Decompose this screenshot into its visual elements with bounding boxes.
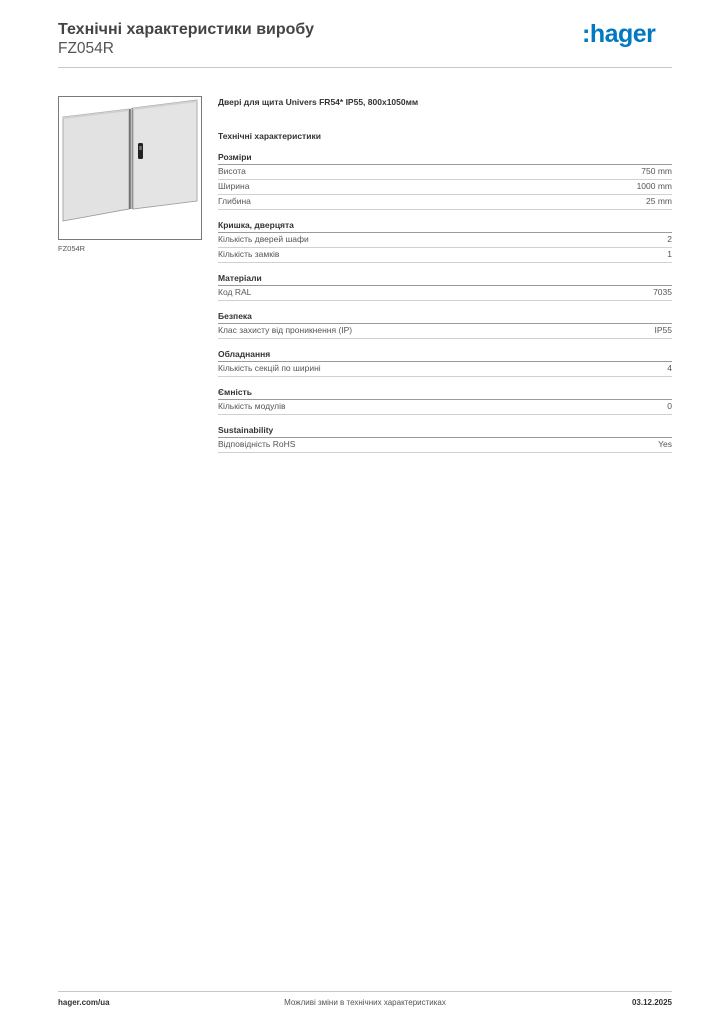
spec-value: 4 [667,363,672,373]
page-title: Технічні характеристики виробу [58,21,314,38]
footer-divider [58,991,672,992]
spec-label: Кількість дверей шафи [218,234,309,244]
spec-group [218,272,672,301]
spec-row [218,248,672,263]
spec-label: Відповідність RoHS [218,439,296,449]
spec-group-title: Sustainability [218,424,672,438]
spec-row [218,195,672,210]
spec-row [218,324,672,339]
product-image [58,96,202,240]
spec-value: 750 mm [641,166,672,176]
spec-row [218,286,672,301]
spec-value: 7035 [653,287,672,297]
spec-row [218,400,672,415]
page-header [58,20,672,58]
footer-disclaimer: Можливі зміни в технічних характеристиках [284,998,446,1007]
header-divider [58,67,672,68]
spec-group [218,151,672,210]
specifications [218,96,672,453]
spec-row [218,165,672,180]
section-title: Технічні характеристики [218,131,321,141]
spec-value: 25 mm [646,196,672,206]
spec-row [218,180,672,195]
logo-text: :hager [582,20,656,48]
spec-group [218,386,672,415]
spec-group-title: Ємність [218,386,672,400]
spec-label: Кількість модулів [218,401,286,411]
product-name: Двері для щита Univers FR54* IP55, 800x1050мм [218,97,419,107]
footer-website-link[interactable]: hager.com/ua [58,998,110,1007]
spec-label: Ширина [218,181,250,191]
spec-label: Код RAL [218,287,252,297]
spec-group-title: Матеріали [218,272,672,286]
door-panel-image [59,97,201,239]
hager-logo[interactable] [582,20,672,48]
spec-label: Клас захисту від проникнення (IP) [218,325,353,335]
spec-group-title: Обладнання [218,348,672,362]
spec-label: Глибина [218,196,251,206]
spec-group [218,424,672,453]
spec-group-title: Розміри [218,151,672,165]
spec-group-title: Кришка, дверцята [218,219,672,233]
spec-label: Висота [218,166,246,176]
spec-value: 0 [667,401,672,411]
spec-value: Yes [658,439,672,449]
spec-value: IP55 [654,325,672,335]
spec-row [218,362,672,377]
spec-row [218,438,672,453]
spec-value: 2 [667,234,672,244]
spec-value: 1000 mm [636,181,672,191]
spec-groups [218,151,672,453]
spec-label: Кількість замків [218,249,280,259]
spec-group [218,310,672,339]
spec-label: Кількість секцій по ширині [218,363,321,373]
spec-group [218,348,672,377]
product-code: FZ054R [58,40,114,57]
footer-date: 03.12.2025 [631,998,672,1007]
spec-row [218,233,672,248]
spec-group [218,219,672,263]
image-caption: FZ054R [58,244,86,253]
spec-value: 1 [667,249,672,259]
spec-group-title: Безпека [218,310,672,324]
